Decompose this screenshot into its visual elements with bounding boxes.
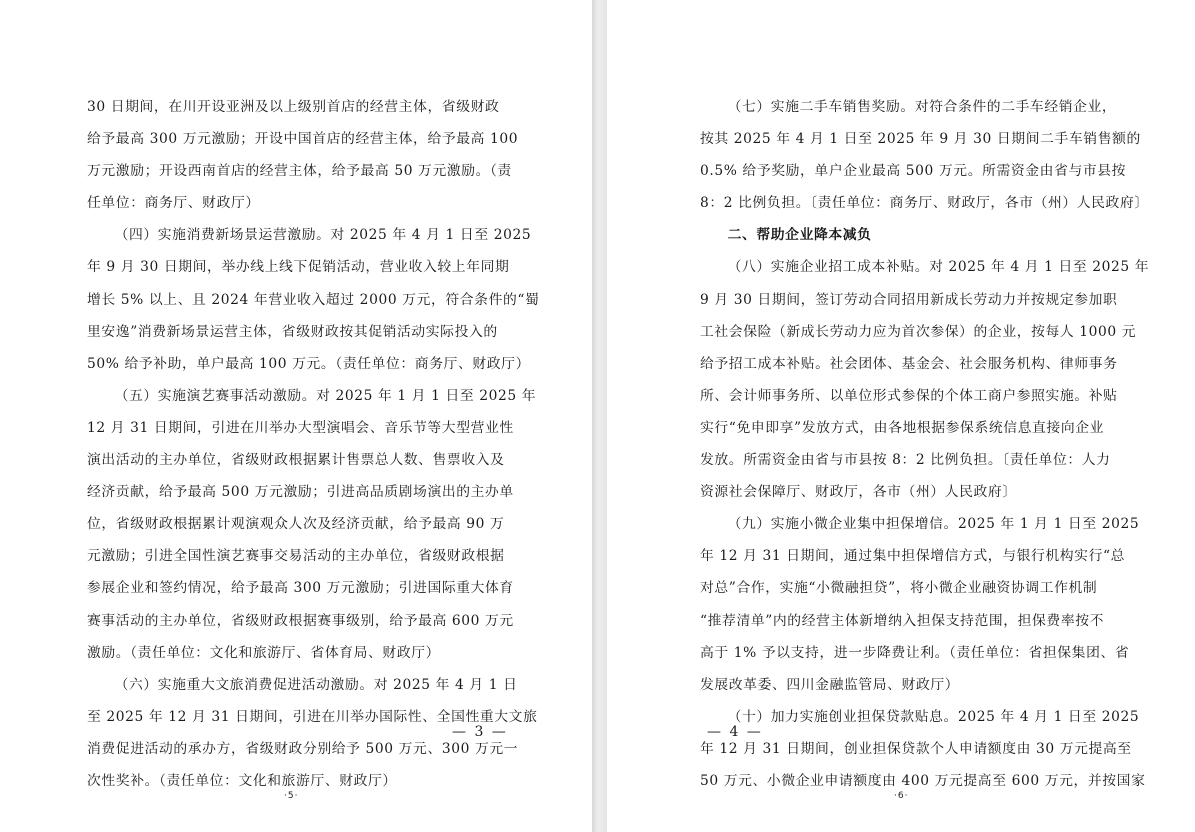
text-line: 对总”合作，实施“小微融担贷”，将小微企业融资协调工作机制	[700, 580, 1098, 597]
text-line: 任单位：商务厅、财政厅）	[87, 195, 260, 212]
text-line: 位，省级财政根据累计观演观众人次及经济贡献，给予最高 90 万	[87, 516, 505, 533]
text-line: 12 月 31 日期间，引进在川举办大型演唱会、音乐节等大型营业性	[87, 419, 514, 436]
text-line: 万元激励；开设西南首店的经营主体，给予最高 50 万元激励。（责	[87, 163, 512, 180]
left-page-number: — 3 —	[452, 724, 508, 740]
text-line: “推荐清单”内的经营主体新增纳入担保支持范围，担保费率按不	[700, 612, 1105, 629]
left-page	[0, 0, 592, 832]
text-line: （八）实施企业招工成本补贴。对 2025 年 4 月 1 日至 2025 年	[727, 259, 1150, 276]
text-line: 9 月 30 日期间，签订劳动合同招用新成长劳动力并按规定参加职	[700, 291, 1118, 308]
right-page-number: — 4 —	[707, 724, 763, 740]
text-line: 经济贡献，给予最高 500 万元激励；引进高品质剧场演出的主办单	[87, 484, 514, 501]
left-footer-number: ·5·	[284, 791, 299, 801]
text-line: 8：2 比例负担。〔责任单位：商务厅、财政厅，各市（州）人民政府〕	[700, 195, 1149, 212]
text-line: 发放。所需资金由省与市县按 8：2 比例负担。〔责任单位：人力	[700, 452, 1111, 469]
text-line: 发展改革委、四川金融监管局、财政厅）	[700, 676, 960, 693]
text-line: 里安逸”消费新场景运营主体，省级财政按其促销活动实际投入的	[87, 323, 498, 340]
page-gutter	[592, 0, 607, 832]
text-line: 资源社会保障厅、财政厅，各市（州）人民政府〕	[700, 484, 1017, 501]
text-line: 给予招工成本补贴。社会团体、基金会、社会服务机构、律师事务	[700, 355, 1118, 372]
text-line: （九）实施小微企业集中担保增信。2025 年 1 月 1 日至 2025	[727, 516, 1140, 533]
text-line: 50 万元、小微企业申请额度由 400 万元提高至 600 万元，并按国家	[700, 772, 1146, 789]
text-line: （六）实施重大文旅消费促进活动激励。对 2025 年 4 月 1 日	[114, 676, 518, 693]
text-line: 所、会计师事务所、以单位形式参保的个体工商户参照实施。补贴	[700, 387, 1118, 404]
text-line: 激励。（责任单位：文化和旅游厅、省体育局、财政厅）	[87, 644, 441, 661]
text-line: 赛事活动的主办单位，省级财政根据赛事级别，给予最高 600 万元	[87, 612, 514, 629]
text-line: 演出活动的主办单位，省级财政根据累计售票总人数、售票收入及	[87, 452, 505, 469]
text-line: 30 日期间，在川开设亚洲及以上级别首店的经营主体，省级财政	[87, 99, 500, 115]
text-line: 消费促进活动的承办方，省级财政分别给予 500 万元、300 万元一	[87, 740, 519, 757]
text-line: 至 2025 年 12 月 31 日期间，引进在川举办国际性、全国性重大文旅	[87, 708, 538, 725]
text-line: 增长 5% 以上、且 2024 年营业收入超过 2000 万元，符合条件的“蜀	[87, 291, 540, 308]
text-line: （五）实施演艺赛事活动激励。对 2025 年 1 月 1 日至 2025 年	[114, 387, 537, 404]
text-line: （十）加力实施创业担保贷款贴息。2025 年 4 月 1 日至 2025	[727, 708, 1140, 725]
text-line: （四）实施消费新场景运营激励。对 2025 年 4 月 1 日至 2025	[114, 227, 532, 244]
left-page-body	[87, 91, 540, 797]
text-line: 年 9 月 30 日期间，举办线上线下促销活动，营业收入较上年同期	[87, 259, 510, 276]
text-line: 工社会保险（新成长劳动力应为首次参保）的企业，按每人 1000 元	[700, 323, 1137, 340]
right-page	[607, 0, 1195, 832]
text-line: 50% 给予补助，单户最高 100 万元。（责任单位：商务厅、财政厅）	[87, 355, 530, 372]
text-line: 按其 2025 年 4 月 1 日至 2025 年 9 月 30 日期间二手车销售额的	[700, 131, 1141, 148]
text-line: 高于 1% 予以支持，进一步降费让利。（责任单位：省担保集团、省	[700, 644, 1130, 661]
text-line: 次性奖补。（责任单位：文化和旅游厅、财政厅）	[87, 772, 397, 789]
text-line: 年 12 月 31 日期间，创业担保贷款个人申请额度由 30 万元提高至	[700, 740, 1132, 757]
right-page-body	[700, 91, 1150, 797]
section-heading: 二、帮助企业降本减负	[727, 227, 872, 244]
text-line: 元激励；引进全国性演艺赛事交易活动的主办单位，省级财政根据	[87, 548, 505, 565]
text-line: 给予最高 300 万元激励；开设中国首店的经营主体，给予最高 100	[87, 131, 519, 148]
text-line: 年 12 月 31 日期间，通过集中担保增信方式，与银行机构实行“总	[700, 548, 1126, 565]
right-footer-number: ·6·	[894, 791, 909, 801]
text-line: 参展企业和签约情况，给予最高 300 万元激励；引进国际重大体育	[87, 580, 514, 597]
text-line: 0.5% 给予奖励，单户企业最高 500 万元。所需资金由省与市县按	[700, 163, 1127, 180]
text-line: 实行“免申即享”发放方式，由各地根据参保系统信息直接向企业	[700, 419, 1105, 436]
text-line: （七）实施二手车销售奖励。对符合条件的二手车经销企业，	[727, 99, 1117, 115]
